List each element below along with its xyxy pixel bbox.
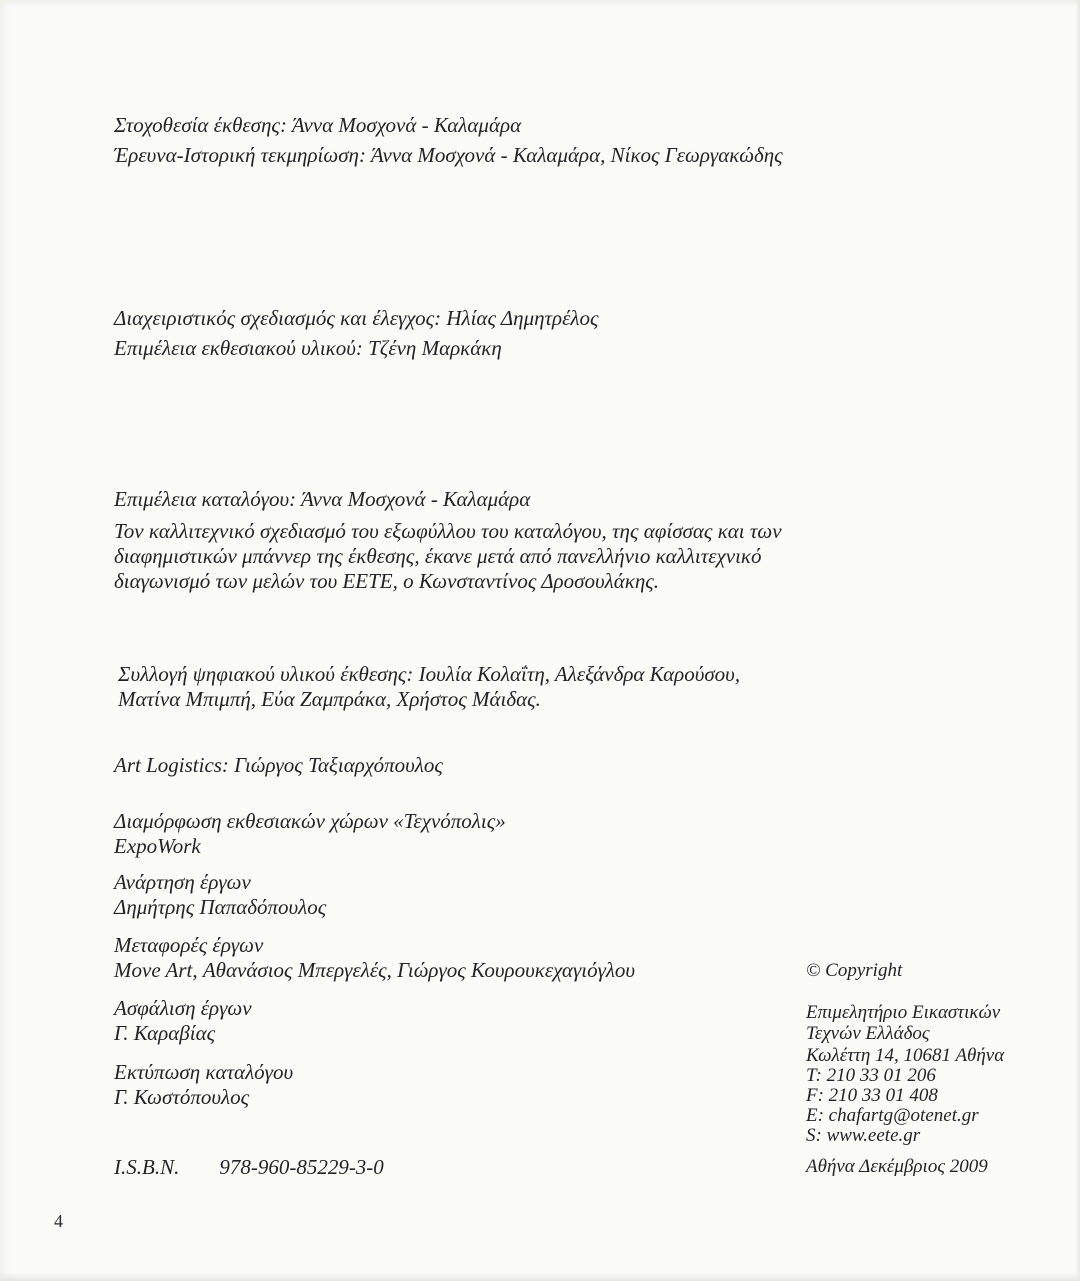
text-line: Τον καλλιτεχνικό σχεδιασμό του εξωφύλλου του καταλόγου, της αφίσσας και των [114, 519, 782, 543]
page-number: 4 [54, 1211, 63, 1231]
credit-art-logistics [114, 750, 443, 780]
text-line: Εκτύπωση καταλόγου [114, 1060, 294, 1084]
publisher-contact [806, 1046, 1004, 1146]
credit-exhibition-targeting [114, 110, 783, 170]
publisher-phone: T: 210 33 01 206 [806, 1065, 936, 1086]
text-line: Γ. Καραβίας [114, 1021, 216, 1045]
credit-artwork-insurance [114, 996, 252, 1046]
scan-edge-right [1075, 0, 1080, 1281]
credit-artwork-transport [114, 933, 635, 983]
text-line: Αθήνα Δεκέμβριος 2009 [806, 1156, 988, 1177]
text-line: Ανάρτηση έργων [114, 870, 251, 894]
text-line: Επιμέλεια εκθεσιακού υλικού: Τζένη Μαρκάκη [114, 336, 502, 360]
copyright-notice [806, 960, 902, 981]
credit-catalog-editing [114, 484, 530, 514]
credit-artwork-hanging [114, 870, 326, 920]
publication-place-date [806, 1156, 988, 1177]
text-line: Επιμέλεια καταλόγου: Άννα Μοσχονά - Καλαμάρα [114, 487, 531, 511]
text-line: διαγωνισμό των μελών του ΕΕΤΕ, ο Κωνσταντίνος Δροσουλάκης. [114, 569, 660, 593]
publisher-address: Κωλέττη 14, 10681 Αθήνα [806, 1045, 1005, 1066]
text-line: Art Logistics: Γιώργος Ταξιαρχόπουλος [114, 753, 443, 777]
text-line: διαφημιστικών μπάννερ της έκθεσης, έκανε μετά από πανελλήνιο καλλιτεχνικό [114, 544, 762, 568]
text-line: Τεχνών Ελλάδος [806, 1023, 930, 1044]
text-line: Έρευνα-Ιστορική τεκμηρίωση: Άννα Μοσχονά - Καλαμάρα, Νίκος Γεωργακώδης [114, 143, 783, 167]
text-line: Διαχειριστικός σχεδιασμός και έλεγχος: Ηλίας Δημητρέλος [114, 306, 599, 330]
credit-catalog-printing [114, 1060, 293, 1110]
text-line: Μεταφορές έργων [114, 933, 264, 957]
scan-edge-top [0, 0, 1080, 7]
text-line: Move Art, Αθανάσιος Μπεργελές, Γιώργος Κουρουκεχαγιόγλου [114, 958, 636, 982]
isbn-line [114, 1152, 384, 1182]
text-line: Συλλογή ψηφιακού υλικού έκθεσης: Ιουλία Κολαΐτη, Αλεξάνδρα Καρούσου, [118, 662, 741, 686]
credit-artistic-design-paragraph [114, 519, 782, 594]
text-line: Επιμελητήριο Εικαστικών [806, 1002, 1001, 1023]
text-line: Ασφάλιση έργων [114, 996, 252, 1020]
text-line: Γ. Κωστόπουλος [114, 1085, 250, 1109]
text-line: Διαμόρφωση εκθεσιακών χώρων «Τεχνόπολις» [114, 809, 506, 833]
publisher-fax: F: 210 33 01 408 [806, 1085, 938, 1106]
publisher-email: E: chafartg@otenet.gr [806, 1105, 979, 1126]
isbn-label: I.S.B.N. [114, 1155, 180, 1179]
credit-digital-material [118, 662, 740, 712]
isbn-value: 978-960-85229-3-0 [219, 1155, 384, 1179]
credit-management-design [114, 303, 599, 363]
text-line: ExpoWork [114, 834, 201, 858]
scan-edge-left [0, 0, 10, 1281]
text-line: © Copyright [806, 960, 903, 981]
publisher-organization [806, 1002, 1000, 1044]
scan-edge-bottom [0, 1272, 1080, 1281]
publisher-website: S: www.eete.gr [806, 1125, 921, 1146]
text-line: Δημήτρης Παπαδόπουλος [114, 895, 327, 919]
credit-venue-layout [114, 809, 506, 859]
text-line: Ματίνα Μπιμπή, Εύα Ζαμπράκα, Χρήστος Μάιδας. [118, 687, 541, 711]
text-line: Στοχοθεσία έκθεσης: Άννα Μοσχονά - Καλαμάρα [114, 113, 522, 137]
